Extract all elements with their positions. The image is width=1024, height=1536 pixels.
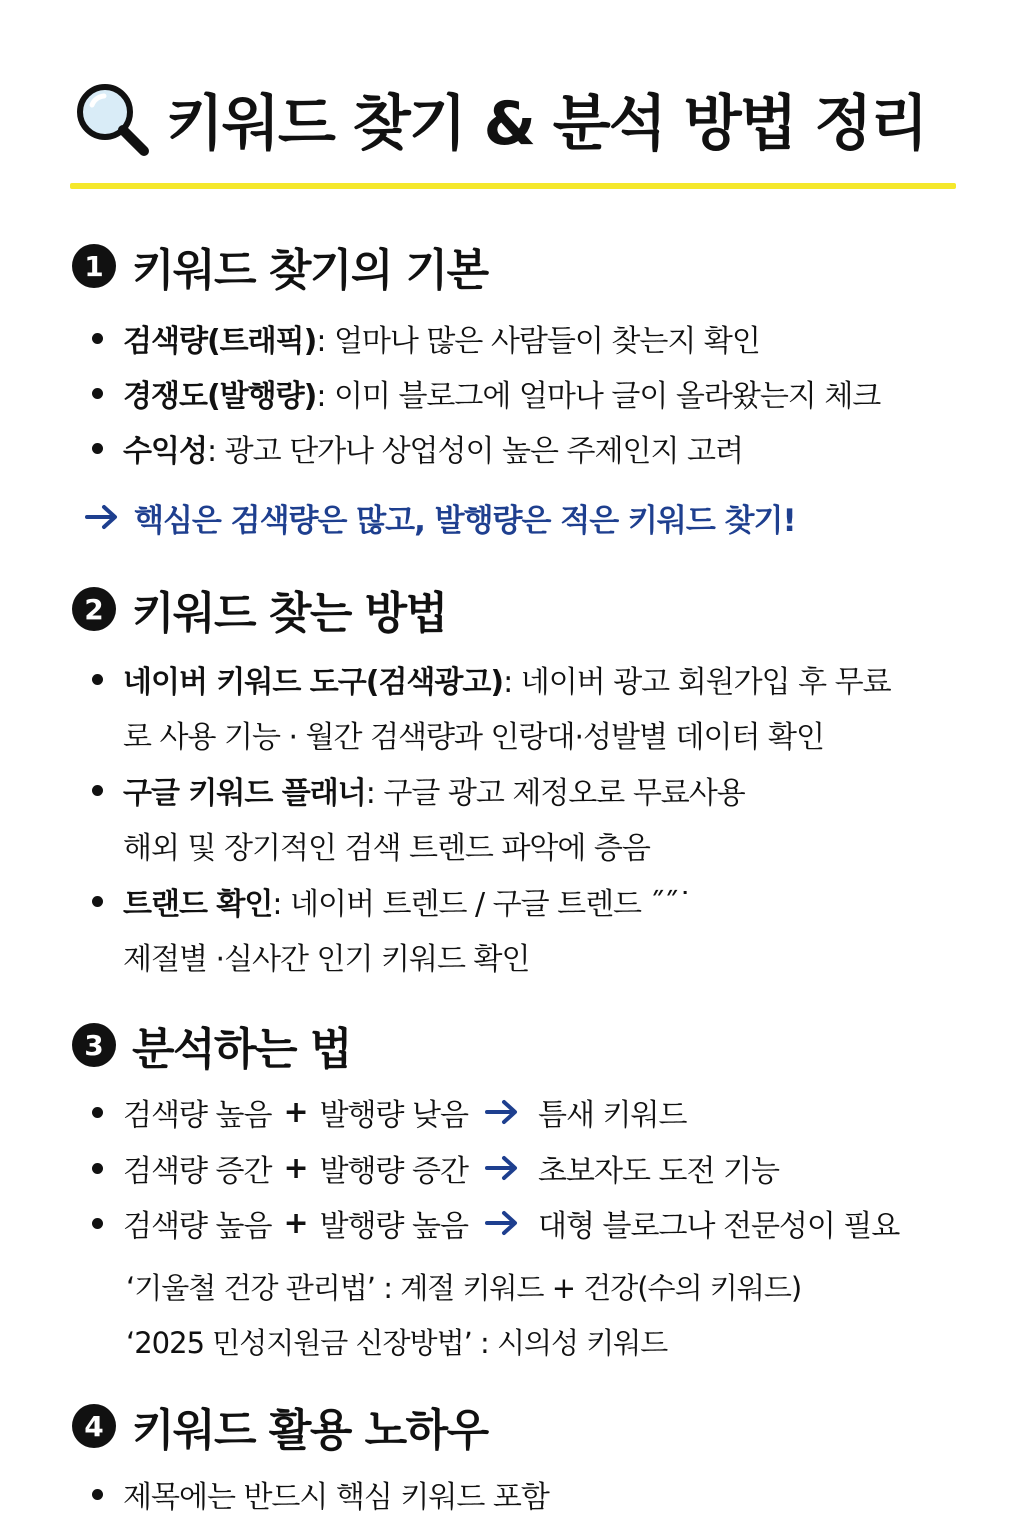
section-title: 키워드 찾기의 기본 xyxy=(132,245,488,296)
title-underline xyxy=(70,183,956,189)
section-4-heading xyxy=(72,1398,488,1454)
item-term: 수익성 xyxy=(123,434,207,469)
section-title: 분석하는 법 xyxy=(132,1024,351,1075)
item-desc: : 네이버 광고 회원가입 후 무료 xyxy=(503,665,891,700)
bullet-icon xyxy=(92,1218,103,1229)
section-number-badge: 1 xyxy=(72,244,116,288)
section-1-heading xyxy=(72,238,488,294)
analysis-rule xyxy=(92,1090,686,1134)
bullet-icon xyxy=(92,1163,103,1174)
item-desc: 제목에는 반드시 핵심 키워드 포함 xyxy=(123,1480,549,1515)
rule-search-volume: 검색량 증간 xyxy=(123,1154,272,1189)
magnifying-glass-icon xyxy=(72,79,152,159)
arrow-right-icon xyxy=(484,1098,520,1126)
analysis-rule xyxy=(92,1146,779,1190)
bullet-icon xyxy=(92,1107,103,1118)
item-desc: : 얼마나 많은 사람들이 찾는지 확인 xyxy=(316,324,760,359)
bullet-icon xyxy=(92,674,103,685)
rule-result: 초보자도 도전 기능 xyxy=(538,1154,779,1189)
list-item xyxy=(92,371,880,415)
rule-publish-volume: 발행량 낮음 xyxy=(319,1098,469,1133)
rule-publish-volume: 발행량 높음 xyxy=(319,1209,469,1244)
arrow-right-icon xyxy=(484,1209,520,1237)
item-term: 네이버 키워드 도구(검색광고) xyxy=(123,665,504,700)
section-title: 키워드 활용 노하우 xyxy=(132,1405,488,1456)
list-item xyxy=(92,657,891,701)
item-term: 트랜드 확인 xyxy=(123,887,273,922)
list-item xyxy=(92,1472,549,1516)
list-item xyxy=(92,316,760,360)
list-item xyxy=(92,426,743,470)
rule-result: 틈새 키워드 xyxy=(538,1098,687,1133)
item-term: 경쟁도(발행량) xyxy=(123,379,317,414)
section-2-heading xyxy=(72,581,447,637)
bullet-icon xyxy=(92,443,103,454)
rule-publish-volume: 발행량 증간 xyxy=(319,1154,469,1189)
page-title: 키워드 찾기 & 분석 방법 정리 xyxy=(166,89,927,159)
list-item xyxy=(92,768,745,812)
arrow-right-icon xyxy=(84,503,120,531)
plus-sign: + xyxy=(283,1094,308,1130)
list-item xyxy=(92,879,692,923)
item-term: 검색량(트래픽) xyxy=(123,324,317,359)
arrow-right-icon xyxy=(484,1154,520,1182)
section-number-badge: 2 xyxy=(72,587,116,631)
bullet-icon xyxy=(92,785,103,796)
rule-result: 대형 블로그나 전문성이 필요 xyxy=(538,1209,900,1244)
title-row xyxy=(72,78,926,160)
bullet-icon xyxy=(92,896,103,907)
item-continuation: 제절별 ·실사간 인기 키워드 확인 xyxy=(123,942,530,977)
bullet-icon xyxy=(92,333,103,344)
key-point-text: 핵심은 검색량은 많고, 발행량은 적은 키워드 찾기! xyxy=(134,502,796,539)
section-3-heading xyxy=(72,1017,351,1073)
section-number-badge: 4 xyxy=(72,1404,116,1448)
item-term: 구글 키워드 플래너 xyxy=(123,776,366,811)
section-number-badge: 3 xyxy=(72,1023,116,1067)
analysis-rule xyxy=(92,1201,899,1245)
item-continuation: 해외 및 장기적인 검색 트렌드 파악에 층음 xyxy=(123,831,650,866)
item-continuation: 로 사용 기능 · 월간 검색량과 인랑대·성발별 데이터 확인 xyxy=(123,720,824,755)
rule-search-volume: 검색량 높음 xyxy=(123,1098,272,1133)
bullet-icon xyxy=(92,1489,103,1500)
plus-sign: + xyxy=(283,1150,308,1186)
key-point xyxy=(84,494,796,540)
example-line: ‘기울철 건강 관리법’ : 계절 키워드 + 건강(수의 키워드) xyxy=(126,1270,802,1305)
item-desc: : 구글 광고 제정오로 무료사용 xyxy=(365,776,745,811)
example-line: ‘2025 민성지원금 신장방법’ : 시의성 키워드 xyxy=(126,1325,668,1360)
bullet-icon xyxy=(92,388,103,399)
item-desc: : 광고 단가나 상업성이 높은 주제인지 고려 xyxy=(206,434,743,469)
plus-sign: + xyxy=(283,1205,308,1241)
item-desc: : 네이버 트렌드 / 구글 트렌드 ˝˝˙ xyxy=(272,887,692,922)
rule-search-volume: 검색량 높음 xyxy=(123,1209,272,1244)
section-title: 키워드 찾는 방법 xyxy=(132,588,447,639)
item-desc: : 이미 블로그에 얼마나 글이 올라왔는지 체크 xyxy=(316,379,881,414)
